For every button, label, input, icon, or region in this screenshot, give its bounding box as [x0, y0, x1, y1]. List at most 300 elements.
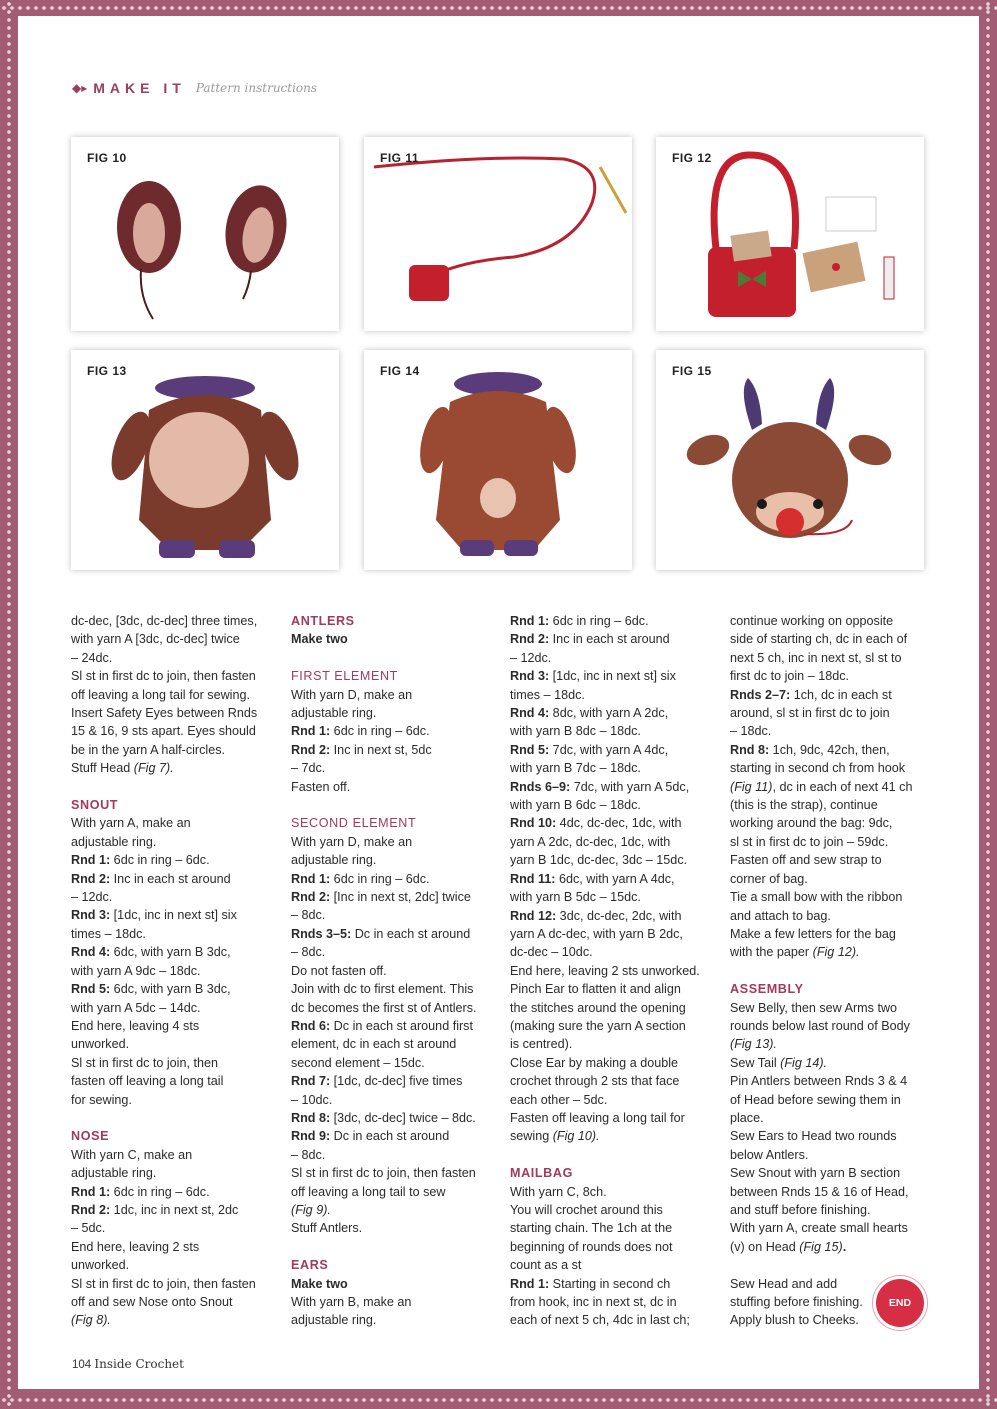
text-line: and stuff before finishing.: [730, 1202, 871, 1217]
snout-heading: SNOUT: [71, 798, 119, 813]
instruction-text: element, dc in each st around: [291, 1037, 457, 1052]
text-line: working around the bag: 9dc,: [730, 816, 893, 831]
section-header: [72, 80, 317, 96]
round-label: Rnd 12:: [510, 908, 557, 923]
instruction-line: [510, 870, 716, 888]
instruction-line: [291, 778, 497, 796]
instruction-text: off leaving a long tail to sew: [291, 1184, 446, 1199]
instruction-line: [510, 1238, 716, 1256]
instruction-text: 6dc in ring – 6dc.: [330, 871, 430, 886]
instruction-text: with yarn B 8dc – 18dc.: [510, 724, 641, 739]
round-label: Rnds 2–7:: [730, 687, 791, 702]
instruction-text: [1dc, dc-dec] five times: [330, 1074, 463, 1089]
text-run: Stuff Head: [71, 761, 134, 776]
page-footer: [72, 1357, 184, 1371]
instruction-text: – 12dc.: [510, 650, 552, 665]
instruction-text: with yarn B 7dc – 18dc.: [510, 761, 641, 776]
instruction-line: [291, 1054, 497, 1072]
instruction-text: Dc in each st around: [351, 926, 471, 941]
border-pattern-left: [0, 0, 18, 1409]
text-run: with the paper: [730, 945, 813, 960]
instruction-text: – 5dc.: [71, 1221, 106, 1236]
round-label: Rnds 6–9:: [510, 779, 571, 794]
instruction-text: 6dc, with yarn B 3dc,: [110, 982, 231, 997]
assembly-heading: ASSEMBLY: [730, 982, 804, 997]
instruction-line: [291, 833, 497, 851]
instruction-line: [510, 1091, 716, 1109]
ears-heading: EARS: [291, 1258, 329, 1273]
instruction-line: [71, 1091, 277, 1109]
instruction-text: from hook, inc in next st, dc in: [510, 1295, 677, 1310]
instruction-line: [71, 1146, 277, 1164]
body-back-photo: [364, 350, 632, 570]
instruction-text: dc becomes the first st of Antlers.: [291, 1000, 477, 1015]
head-photo: [656, 350, 924, 570]
text-line: first dc to join – 18dc.: [730, 669, 850, 684]
figure-10: [71, 137, 339, 331]
text-line: Sew Ears to Head two rounds: [730, 1129, 897, 1144]
instruction-line: [510, 759, 716, 777]
instruction-line: [510, 722, 716, 740]
figure-label: FIG 13: [87, 364, 127, 378]
instruction-line: [291, 851, 497, 869]
second-element-heading: SECOND ELEMENT: [291, 816, 417, 831]
instruction-line: [291, 943, 497, 961]
instruction-text: 6dc in ring – 6dc.: [110, 853, 210, 868]
instruction-line: [291, 906, 497, 924]
figure-12: [656, 137, 924, 331]
instruction-line: [291, 1127, 497, 1145]
instruction-text: crochet through 2 sts that face: [510, 1074, 680, 1089]
instruction-text: 6dc, with yarn B 3dc,: [110, 945, 231, 960]
instruction-line: [510, 1109, 716, 1127]
figure-13: [71, 350, 339, 570]
text-line: starting in second ch from hook: [730, 761, 906, 776]
instruction-line: [510, 1201, 716, 1219]
antlers-heading: ANTLERS: [291, 614, 355, 628]
instruction-line: [291, 1146, 497, 1164]
text-line: be in the yarn A half-circles.: [71, 742, 226, 757]
instruction-line: [71, 814, 277, 832]
instruction-text: dc-dec – 10dc.: [510, 945, 593, 960]
instruction-text: 8dc, with yarn A 2dc,: [549, 706, 669, 721]
instruction-text: You will crochet around this: [510, 1202, 663, 1217]
instruction-text: – 8dc.: [291, 1147, 326, 1162]
instruction-line: [291, 686, 497, 704]
instruction-line: [71, 999, 277, 1017]
instruction-line: [510, 833, 716, 851]
text-line: of Head before sewing them in: [730, 1092, 901, 1107]
instruction-line: [510, 612, 716, 630]
text-line: Stuff Antlers.: [291, 1221, 363, 1236]
instruction-text: times – 18dc.: [510, 687, 585, 702]
round-label: Rnd 1:: [510, 1276, 550, 1291]
page-number: 104: [72, 1359, 92, 1371]
instruction-text: With yarn A, make an: [71, 816, 191, 831]
text-line: Sew Head and add: [730, 1276, 838, 1291]
instruction-line: [291, 1017, 497, 1035]
instruction-line: [510, 649, 716, 667]
instruction-line: [510, 1017, 716, 1035]
instruction-text: – 8dc.: [291, 945, 326, 960]
text-run: .: [842, 1239, 847, 1254]
figure-reference: (Fig 13).: [730, 1037, 777, 1052]
figure-reference: (Fig 7).: [133, 761, 174, 776]
figure-11: [364, 137, 632, 331]
instruction-text: Inc in each st around: [110, 871, 231, 886]
column-2: [291, 612, 497, 1330]
text-line: continue working on opposite: [730, 614, 894, 628]
round-label: Rnd 5:: [510, 742, 550, 757]
instruction-text: adjustable ring.: [291, 706, 377, 721]
instruction-text: with yarn B 5dc – 15dc.: [510, 890, 641, 905]
instruction-line: [510, 925, 716, 943]
instruction-line: [71, 870, 277, 888]
instruction-line: [291, 888, 497, 906]
instruction-line: [71, 962, 277, 980]
instruction-line: [71, 925, 277, 943]
instruction-line: [510, 796, 716, 814]
figure-label: FIG 15: [672, 364, 712, 378]
round-label: Rnd 3:: [71, 908, 111, 923]
ears-instructions: [510, 612, 716, 1127]
figure-15: [656, 350, 924, 570]
magazine-name: Inside Crochet: [94, 1357, 184, 1371]
text-line: Fasten off and sew strap to: [730, 853, 882, 868]
instruction-line: [510, 1183, 716, 1201]
text-line: 15 & 16, 9 sts apart. Eyes should: [71, 724, 256, 739]
instruction-line: [71, 980, 277, 998]
section-title: MAKE IT: [93, 80, 186, 96]
instruction-text: with yarn A 5dc – 14dc.: [71, 1000, 201, 1015]
column-4: [730, 612, 930, 1330]
instruction-text: Pinch Ear to flatten it and align: [510, 982, 681, 997]
instruction-text: unworked.: [71, 1258, 130, 1273]
round-label: Rnd 11:: [510, 871, 556, 886]
instruction-text: With yarn C, make an: [71, 1147, 193, 1162]
round-label: Rnds 3–5:: [291, 926, 352, 941]
nose-instructions: [71, 1146, 277, 1312]
first-element-instructions: [291, 686, 497, 796]
round-label: Rnd 5:: [71, 982, 111, 997]
instruction-text: starting chain. The 1ch at the: [510, 1221, 673, 1236]
instruction-line: [510, 1293, 716, 1311]
round-label: Rnd 2:: [291, 742, 331, 757]
instruction-text: 6dc in ring – 6dc.: [110, 1184, 210, 1199]
instruction-text: times – 18dc.: [71, 926, 146, 941]
round-label: Rnd 4:: [510, 706, 550, 721]
text-line: Sew Belly, then sew Arms two: [730, 1000, 898, 1015]
instruction-text: with yarn B 6dc – 18dc.: [510, 798, 641, 813]
column-1: [71, 612, 277, 1330]
round-label: Rnd 2:: [510, 632, 550, 647]
instruction-text: Fasten off.: [291, 779, 351, 794]
instruction-line: [71, 906, 277, 924]
round-label: Rnd 8:: [291, 1110, 331, 1125]
text-line: [730, 1238, 930, 1256]
instruction-line: [510, 851, 716, 869]
instruction-line: [510, 888, 716, 906]
text-line: off leaving a long tail for sewing.: [71, 687, 250, 702]
instruction-text: is centred).: [510, 1037, 573, 1052]
instruction-line: [510, 704, 716, 722]
instruction-text: Sl st in first dc to join, then fasten: [291, 1166, 476, 1181]
instruction-text: the stitches around the opening: [510, 1000, 686, 1015]
instruction-text: 6dc in ring – 6dc.: [330, 724, 430, 739]
instruction-text: [1dc, inc in next st] six: [110, 908, 237, 923]
text-run: Sew Tail: [730, 1055, 781, 1070]
text-run: 1ch, 9dc, 42ch, then,: [769, 742, 890, 757]
border-pattern-bottom: [0, 1391, 997, 1409]
instruction-text: 6dc in ring – 6dc.: [549, 614, 649, 628]
instruction-line: [291, 1164, 497, 1182]
left-ear-illustration: [117, 181, 181, 319]
text-line: adjustable ring.: [291, 1313, 377, 1328]
instruction-line: [291, 980, 497, 998]
instruction-line: [71, 1017, 277, 1035]
snout-instructions: [71, 814, 277, 1109]
instruction-line: [71, 1072, 277, 1090]
text-line: side of starting ch, dc in each of: [730, 632, 908, 647]
figure-label: FIG 12: [672, 151, 712, 165]
instruction-text: yarn A dc-dec, with yarn B 2dc,: [510, 926, 683, 941]
text-line: Insert Safety Eyes between Rnds: [71, 706, 258, 721]
instruction-line: [291, 1091, 497, 1109]
instruction-text: – 10dc.: [291, 1092, 333, 1107]
instruction-text: adjustable ring.: [71, 1166, 157, 1181]
mailbag-finished-photo: [656, 137, 924, 331]
instruction-line: [71, 1256, 277, 1274]
instruction-line: [291, 759, 497, 777]
text-line: around, sl st in first dc to join: [730, 706, 890, 721]
instruction-text: [3dc, dc-dec] twice – 8dc.: [330, 1110, 476, 1125]
text-line: below Antlers.: [730, 1147, 809, 1162]
instruction-text: adjustable ring.: [71, 834, 157, 849]
text-line: Sew Snout with yarn B section: [730, 1166, 901, 1181]
instruction-line: [291, 722, 497, 740]
instruction-text: for sewing.: [71, 1092, 132, 1107]
text-line: [730, 741, 930, 759]
text-line: [730, 778, 930, 796]
text-line: – 18dc.: [730, 724, 772, 739]
figure-reference: (Fig 10).: [552, 1129, 600, 1144]
figure-reference: (Fig 15): [799, 1239, 843, 1254]
round-label: Rnd 8:: [730, 742, 770, 757]
instruction-text: Sl st in first dc to join, then: [71, 1055, 218, 1070]
instruction-text: Sl st in first dc to join, then fasten: [71, 1276, 256, 1291]
instruction-line: [510, 1256, 716, 1274]
instruction-text: Close Ear by making a double: [510, 1055, 679, 1070]
instruction-text: adjustable ring.: [291, 853, 377, 868]
instruction-line: [510, 630, 716, 648]
instruction-line: [510, 741, 716, 759]
instruction-text: – 7dc.: [291, 761, 326, 776]
text-line: With yarn A, create small hearts: [730, 1221, 908, 1236]
second-element-instructions: [291, 833, 497, 1201]
instruction-text: Inc in next st, 5dc: [330, 742, 432, 757]
right-ear-illustration: [219, 180, 293, 299]
body-front-photo: [71, 350, 339, 570]
instruction-line: [510, 1054, 716, 1072]
instruction-text: yarn A 2dc, dc-dec, 1dc, with: [510, 834, 671, 849]
instruction-line: [291, 962, 497, 980]
figure-label: FIG 14: [380, 364, 420, 378]
instruction-line: [510, 907, 716, 925]
nose-heading: NOSE: [71, 1129, 110, 1144]
instruction-text: off and sew Nose onto Snout: [71, 1295, 233, 1309]
text-line: [730, 686, 930, 704]
instruction-text: End here, leaving 2 sts: [71, 1239, 200, 1254]
figure-reference: (Fig 9).: [291, 1202, 331, 1217]
round-label: Rnd 2:: [291, 890, 331, 905]
instruction-line: [510, 1035, 716, 1053]
instruction-line: [291, 925, 497, 943]
instruction-line: [71, 1219, 277, 1237]
instruction-line: [510, 943, 716, 961]
text-line: Tie a small bow with the ribbon: [730, 890, 903, 905]
antlers-subheading: Make two: [291, 632, 348, 647]
instruction-line: [71, 1035, 277, 1053]
instruction-line: [71, 888, 277, 906]
instruction-line: [510, 667, 716, 685]
round-label: Rnd 2:: [71, 1202, 111, 1217]
instruction-line: [291, 999, 497, 1017]
figure-label: FIG 10: [87, 151, 127, 165]
instruction-line: [510, 962, 716, 980]
instruction-line: [71, 1183, 277, 1201]
instruction-text: (making sure the yarn A section: [510, 1018, 686, 1033]
text-line: [510, 1127, 716, 1145]
instruction-text: Fasten off leaving a long tail for: [510, 1110, 685, 1125]
instruction-text: 4dc, dc-dec, 1dc, with: [556, 816, 682, 831]
instruction-line: [71, 1201, 277, 1219]
mailbag-heading: MAILBAG: [510, 1166, 573, 1181]
instruction-text: unworked.: [71, 1037, 130, 1052]
instruction-line: [71, 1238, 277, 1256]
instruction-line: [291, 870, 497, 888]
round-label: Rnd 1:: [291, 724, 331, 739]
round-label: Rnd 1:: [291, 871, 331, 886]
first-element-heading: FIRST ELEMENT: [291, 669, 398, 684]
round-label: Rnd 1:: [71, 1184, 111, 1199]
instruction-line: [71, 851, 277, 869]
instruction-text: each of next 5 ch, 4dc in last ch;: [510, 1313, 690, 1328]
instruction-text: 3dc, dc-dec, 2dc, with: [556, 908, 682, 923]
text-line: (this is the strap), continue: [730, 798, 878, 813]
instruction-line: [510, 999, 716, 1017]
instruction-line: [291, 1035, 497, 1053]
text-line: next 5 ch, inc in next st, sl st to: [730, 650, 902, 665]
figure-14: [364, 350, 632, 570]
text-line: with yarn A [3dc, dc-dec] twice: [71, 632, 240, 647]
instruction-line: [71, 1164, 277, 1182]
instruction-line: [510, 1219, 716, 1237]
instruction-text: 6dc, with yarn A 4dc,: [555, 871, 675, 886]
text-line: sl st in first dc to join – 59dc.: [730, 834, 889, 849]
instruction-text: End here, leaving 2 sts unworked.: [510, 963, 700, 978]
instruction-text: With yarn D, make an: [291, 687, 413, 702]
instruction-line: [510, 1311, 716, 1329]
section-subtitle: Pattern instructions: [195, 81, 318, 95]
round-label: Rnd 4:: [71, 945, 111, 960]
instruction-text: 7dc, with yarn A 5dc,: [570, 779, 690, 794]
round-label: Rnd 1:: [71, 853, 111, 868]
figure-reference: (Fig 12).: [812, 945, 860, 960]
instruction-text: Join with dc to first element. This: [291, 982, 474, 997]
figure-reference: (Fig 8).: [71, 1313, 111, 1328]
instruction-line: [510, 1275, 716, 1293]
text-line: Sl st in first dc to join, then fasten: [71, 669, 256, 684]
text-line: Make a few letters for the bag: [730, 926, 896, 941]
arrow-icon: ◆▸: [72, 81, 88, 95]
text-line: [730, 1054, 930, 1072]
mailbag-strap-photo: [364, 137, 632, 331]
instruction-line: [71, 943, 277, 961]
instruction-text: fasten off leaving a long tail: [71, 1074, 224, 1089]
instruction-line: [291, 1109, 497, 1127]
instruction-text: – 8dc.: [291, 908, 326, 923]
text-line: dc-dec, [3dc, dc-dec] three times,: [71, 614, 258, 628]
text-line: – 24dc.: [71, 650, 113, 665]
instruction-text: with yarn A 9dc – 18dc.: [71, 963, 201, 978]
figure-reference: (Fig 11): [730, 779, 773, 794]
figure-reference: (Fig 14).: [780, 1055, 828, 1070]
round-label: Rnd 10:: [510, 816, 557, 831]
instruction-line: [291, 704, 497, 722]
text-run: , dc in each of next 41 ch: [772, 779, 913, 794]
instruction-text: beginning of rounds does not: [510, 1239, 673, 1254]
text-line: [730, 943, 930, 961]
round-label: Rnd 6:: [291, 1018, 331, 1033]
round-label: Rnd 3:: [510, 669, 550, 684]
instruction-text: second element – 15dc.: [291, 1055, 425, 1070]
text-line: place.: [730, 1110, 764, 1125]
text-line: rounds below last round of Body: [730, 1018, 910, 1033]
text-line: Pin Antlers between Rnds 3 & 4: [730, 1074, 908, 1089]
text-line: and attach to bag.: [730, 908, 831, 923]
instruction-line: [71, 1275, 277, 1293]
round-label: Rnd 9:: [291, 1129, 331, 1144]
instruction-line: [510, 778, 716, 796]
border-pattern-right: [979, 0, 997, 1409]
instruction-text: Do not fasten off.: [291, 963, 387, 978]
mailbag-instructions: [510, 1183, 716, 1330]
text-run: sewing: [510, 1129, 553, 1144]
instruction-line: [510, 686, 716, 704]
instruction-line: [510, 980, 716, 998]
round-label: Rnd 1:: [510, 614, 550, 628]
text-line: With yarn B, make an: [291, 1294, 412, 1309]
border-pattern-top: [0, 0, 997, 16]
round-label: Rnd 2:: [71, 871, 111, 886]
instruction-text: Dc in each st around first: [330, 1018, 473, 1033]
instruction-text: With yarn C, 8ch.: [510, 1184, 607, 1199]
round-label: Rnd 7:: [291, 1074, 331, 1089]
ears-subheading: Make two: [291, 1276, 348, 1291]
instruction-text: each other – 5dc.: [510, 1092, 608, 1107]
instruction-text: 7dc, with yarn A 4dc,: [549, 742, 669, 757]
instruction-line: [291, 741, 497, 759]
instruction-line: [71, 1054, 277, 1072]
instruction-text: – 12dc.: [71, 890, 113, 905]
instruction-line: [71, 1293, 277, 1311]
instruction-text: End here, leaving 4 sts: [71, 1018, 200, 1033]
instruction-text: 1dc, inc in next st, 2dc: [110, 1202, 239, 1217]
text-line: stuffing before finishing.: [730, 1295, 863, 1309]
instruction-line: [510, 1072, 716, 1090]
instruction-text: Dc in each st around: [330, 1129, 450, 1144]
instruction-line: [291, 1183, 497, 1201]
